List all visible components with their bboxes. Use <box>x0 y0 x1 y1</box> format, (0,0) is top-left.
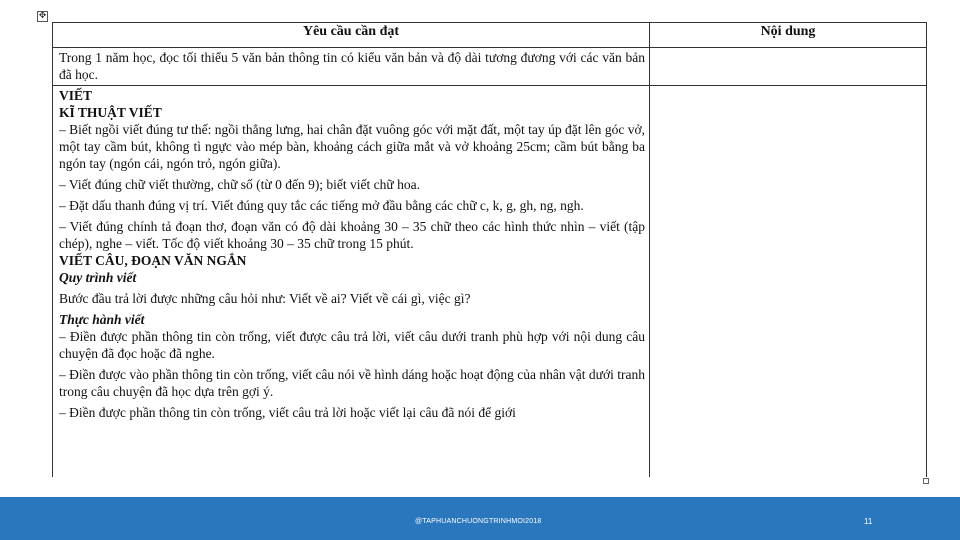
header-requirements: Yêu cầu cần đạt <box>53 23 650 48</box>
row1-requirement <box>53 48 650 86</box>
table-row <box>53 48 927 86</box>
section-title-viet: VIẾT <box>59 88 93 103</box>
paragraph-tone-marks: – Đặt dấu thanh đúng vị trí. Viết đúng quy tắc các tiếng mở đầu bằng các chữ c, k, g, gh, ng, ngh. <box>59 198 584 213</box>
paragraph-posture: – Biết ngồi viết đúng tư thế: ngồi thẳng lưng, hai chân đặt vuông góc với mặt đất, một tay úp đặt lên góc vở, một tay cầm bút, không tì ngực vào mép bàn, khoảng cách giữa mắt và vở khoảng 25cm; cầm bút bằng ba ngón tay (ngón cái, ngón trỏ, ngón giữa). <box>59 122 645 171</box>
paragraph-character: – Điền được vào phần thông tin còn trống, viết câu nói về hình dáng hoặc hoạt động của nhân vật dưới tranh trong câu chuyện đã học dựa trên gợi ý. <box>59 367 645 399</box>
row2-requirement <box>53 86 650 478</box>
page-number: 11 <box>864 517 873 526</box>
row2-content-cell[interactable] <box>650 86 927 478</box>
footer-text: @TAPHUANCHUONGTRINHMOI2018 <box>415 518 542 525</box>
paragraph-fill-info: – Điền được phần thông tin còn trống, viết được câu trả lời, viết câu dưới tranh phù hợp với nội dung câu chuyện đã đọc hoặc đã nghe. <box>59 329 645 361</box>
table-move-handle-icon[interactable]: ✥ <box>38 11 47 21</box>
row1-content-cell[interactable] <box>650 48 927 86</box>
table-resize-handle-icon[interactable] <box>923 478 929 484</box>
paragraph-questions: Bước đầu trả lời được những câu hỏi như: Viết về ai? Viết về cái gì, việc gì? <box>59 291 471 306</box>
paragraph-rewrite: – Điền được phần thông tin còn trống, viết câu trả lời hoặc viết lại câu đã nói để giới <box>59 405 516 420</box>
table-row <box>53 86 927 478</box>
subsection-viet-cau: VIẾT CÂU, ĐOẠN VĂN NGẮN <box>59 253 247 268</box>
subsection-ki-thuat-viet: KĨ THUẬT VIẾT <box>59 105 162 120</box>
heading-thuc-hanh-viet: Thực hành viết <box>59 312 145 327</box>
header-content: Nội dung <box>650 23 927 48</box>
paragraph-dictation: – Viết đúng chính tả đoạn thơ, đoạn văn có độ dài khoảng 30 – 35 chữ theo các hình thức nhìn – viết (tập chép), nghe – viết. Tốc độ viết khoảng 30 – 35 chữ trong 15 phút. <box>59 219 645 251</box>
footer-bar <box>0 497 960 540</box>
heading-quy-trinh-viet: Quy trình viết <box>59 270 137 285</box>
requirements-table <box>52 22 927 477</box>
paragraph-letters: – Viết đúng chữ viết thường, chữ số (từ 0 đến 9); biết viết chữ hoa. <box>59 177 420 192</box>
reading-requirement-text: Trong 1 năm học, đọc tối thiểu 5 văn bản thông tin có kiểu văn bản và độ dài tương đương với các văn bản đã học. <box>59 50 645 82</box>
table-header-row <box>53 23 927 48</box>
